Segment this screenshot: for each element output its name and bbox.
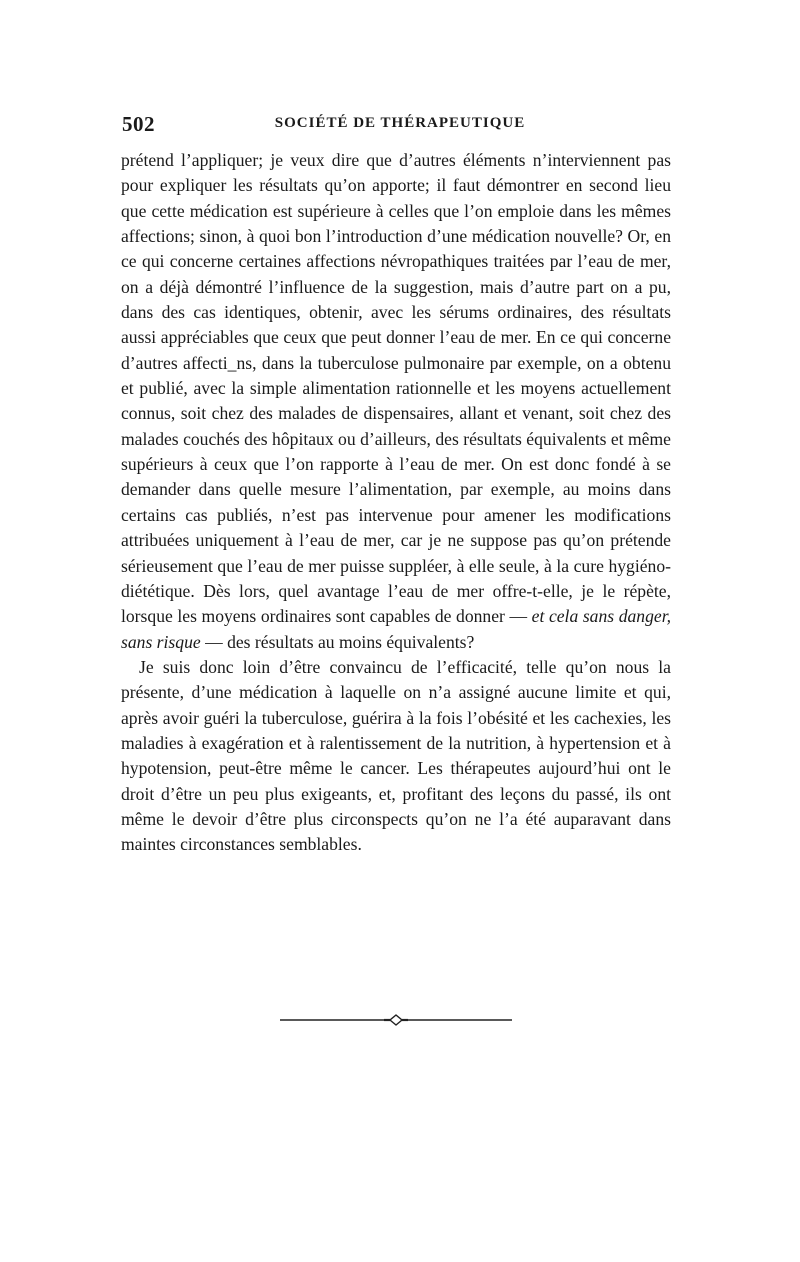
- body-text: [121, 148, 671, 858]
- running-title: SOCIÉTÉ DE THÉRAPEUTIQUE: [274, 115, 526, 131]
- paragraph-1-text: prétend l’appliquer; je veux dire que d’autres éléments n’interviennent pas pour expliquer les résultats qu’on apporte; il faut démontrer en second lieu que cette médication est supérieure à celles que l’on emploie dans les mêmes affections; sinon, à quoi bon l’introduction d’une médication nouvelle? Or, en ce qui concerne certaines affections névropathiques traitées par l’eau de mer, on a déjà démontré l’influence de la suggestion, mais d’autre part on a pu, dans des cas identiques, obtenir, avec les sérums ordinaires, des résultats aussi appréciables que ceux que peut donner l’eau de mer. En ce qui concerne d’autres affecti_ns, dans la tuberculose pulmonaire par exemple, on a obtenu et publié, avec la simple alimentation rationnelle et les moyens actuellement connus, soit chez des malades de dispensaires, allant et venant, soit chez des malades couchés des hôpitaux ou d’ailleurs, des résultats équivalents et même supérieurs à ceux que l’on rapporte à l’eau de mer. On est donc fondé à se demander dans quelle mesure l’alimentation, par exemple, au moins dans certains cas publiés, n’est pas intervenue pour amener les modifications attribuées uniquement à l’eau de mer, car je ne suppose pas qu’on prétende sérieusement que l’eau de mer puisse suppléer, à elle seule, à la cure hygiéno-diététique. Dès lors, quel avantage l’eau de mer offre-t-elle, je le répète, lorsque les moyens ordinaires sont capables de donner —: [121, 150, 671, 627]
- paragraph-2: Je suis donc loin d’être convaincu de l’efficacité, telle qu’on nous la présente, d’une médication à laquelle on n’a assigné aucune limite et qui, après avoir guéri la tuberculose, guérira à la fois l’obésité et les cachexies, les maladies à exagération et à ralentissement de la nutrition, à hypertension et à hypotension, peut-être même le cancer. Les thérapeutes aujourd’hui ont le droit d’être un peu plus exigeants, et, profitant des leçons du passé, ils ont même le devoir d’être plus circonspects qu’on ne l’a été auparavant dans maintes circonstances semblables.: [121, 656, 671, 855]
- paragraph-1: [121, 148, 671, 655]
- page-header: [122, 112, 678, 136]
- page-number: 502: [122, 112, 155, 136]
- paragraph-1-italic: et cela sans danger, sans risque: [121, 606, 671, 652]
- paragraph-1-end: — des résultats au moins équivalents?: [200, 631, 475, 652]
- diamond-rule-icon: [280, 1014, 512, 1026]
